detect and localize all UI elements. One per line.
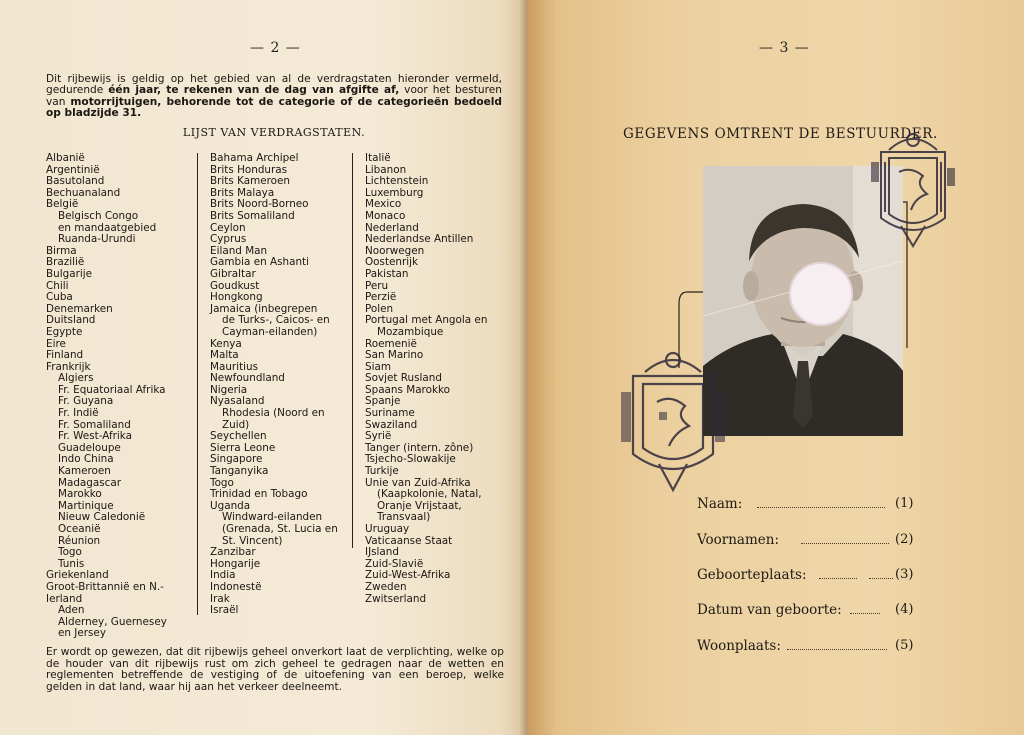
country-item: Eire: [46, 337, 66, 350]
country-item: Oceanië: [58, 523, 101, 535]
country-item: Zweden: [365, 580, 407, 593]
country-item: Ceylon: [210, 221, 246, 234]
intro-emphasis: motorrijtuigen, behorende tot de categorie of de categorieën bedoeld op bladzijde 31.: [46, 95, 503, 119]
country-item: Vaticaanse Staat: [365, 534, 453, 547]
country-item: Gambia en Ashanti: [210, 256, 309, 269]
country-item: Italië: [365, 152, 391, 164]
country-item: Sierra Leone: [210, 441, 276, 454]
country-item: (Grenada, St. Lucia en: [222, 523, 338, 535]
country-item: Brits Noord-Borneo: [210, 198, 309, 211]
country-item: Ruanda-Urundi: [58, 233, 136, 246]
country-item: Jamaica (inbegrepen: [210, 302, 318, 315]
dotted-line: [819, 577, 857, 579]
country-item: Peru: [365, 279, 389, 292]
country-item: Windward-eilanden: [222, 511, 323, 524]
field-first-names: [697, 532, 889, 548]
country-item: Bechuanaland: [46, 186, 121, 199]
country-item: Indonestë: [210, 580, 262, 593]
country-item: Sovjet Rusland: [365, 372, 442, 385]
country-item: Nederlandse Antillen: [365, 233, 474, 246]
country-column-1: [46, 153, 167, 640]
country-item: Malta: [210, 349, 239, 362]
country-item: Martinique: [58, 499, 114, 512]
country-item: Tunis: [58, 557, 85, 570]
country-item: Zuid-West-Afrika: [365, 569, 451, 582]
dotted-line: [757, 506, 885, 508]
country-item: Mexico: [365, 198, 402, 211]
country-item: Irak: [210, 592, 230, 605]
page-number-right: — 3 —: [759, 40, 810, 56]
country-item: Oostenrijk: [365, 256, 419, 269]
country-item: Réunion: [58, 534, 101, 547]
field-birthplace: [697, 567, 893, 583]
country-item: Perzië: [365, 291, 397, 304]
intro-emphasis: één jaar, te rekenen van de dag van afgifte af,: [108, 84, 400, 97]
country-item: Unie van Zuid-Afrika: [365, 476, 471, 489]
country-item: Turkije: [365, 465, 399, 478]
country-item: Zuid-Slavië: [365, 557, 424, 570]
field-number: (1): [895, 496, 914, 511]
country-item: Fr. West-Afrika: [58, 430, 132, 443]
intro-text-part: voor het besturen van: [46, 84, 502, 108]
country-item: Singapore: [210, 453, 263, 466]
country-item: Zuid): [222, 418, 250, 431]
field-number: (2): [895, 532, 914, 547]
country-item: Duitsland: [46, 314, 96, 327]
country-item: Brazilië: [46, 256, 85, 269]
country-item: Albanië: [46, 152, 85, 164]
intro-text: [46, 74, 502, 119]
field-number: (3): [895, 567, 914, 582]
dotted-line: [787, 648, 887, 650]
country-item: Finland: [46, 349, 84, 362]
country-item: Cayman-eilanden): [222, 325, 318, 338]
country-item: Mozambique: [377, 325, 444, 338]
country-item: Tanger (intern. zône): [365, 441, 474, 454]
country-item: Fr. Guyana: [58, 395, 114, 408]
intro-text-part: Dit rijbewijs is geldig op het gebied van al de verdragstaten hieronder vermeld, gedurende: [46, 73, 502, 97]
country-item: Birma: [46, 244, 77, 257]
country-item: Oranje Vrijstaat,: [377, 499, 462, 512]
country-item: Bahama Archipel: [210, 152, 299, 164]
country-item: Nederland: [365, 221, 419, 234]
country-item: Griekenland: [46, 569, 109, 582]
country-item: (Kaapkolonie, Natal,: [377, 488, 482, 501]
country-item: Uganda: [210, 499, 251, 512]
country-item: Kenya: [210, 337, 242, 350]
country-item: Zanzibar: [210, 546, 256, 559]
field-number: (5): [895, 638, 914, 653]
country-item: Suriname: [365, 407, 415, 420]
country-item: Nigeria: [210, 383, 248, 396]
country-item: Argentinië: [46, 163, 100, 176]
country-item: Hongkong: [210, 291, 263, 304]
column-divider: [352, 153, 353, 548]
country-item: Algiers: [58, 372, 94, 385]
country-item: Pakistan: [365, 267, 409, 280]
column-divider: [197, 153, 198, 615]
country-item: Fr. Indië: [58, 407, 99, 420]
country-item: en Jersey: [58, 627, 106, 640]
country-item: Nyasaland: [210, 395, 265, 408]
official-stamp-icon: [619, 342, 727, 494]
country-item: Portugal met Angola en: [365, 314, 488, 327]
country-item: IJsland: [365, 546, 399, 559]
country-item: Belgisch Congo: [58, 209, 139, 222]
country-item: België: [46, 198, 79, 211]
country-item: Noorwegen: [365, 244, 425, 257]
country-item: Newfoundland: [210, 372, 285, 385]
country-item: Cuba: [46, 291, 73, 304]
country-item: Syrië: [365, 430, 392, 443]
driver-data-heading: GEGEVENS OMTRENT DE BESTUURDER.: [623, 126, 938, 142]
country-item: Polen: [365, 302, 394, 315]
country-item: St. Vincent): [222, 534, 283, 547]
page-number-left: — 2 —: [250, 40, 301, 56]
country-item: Chili: [46, 279, 69, 292]
country-item: Tsjecho-Slowakije: [365, 453, 456, 466]
country-item: Tanganyika: [210, 465, 269, 478]
country-item: Kameroen: [58, 465, 111, 478]
field-residence: [697, 638, 887, 654]
field-date-of-birth: [697, 602, 880, 618]
country-item: Alderney, Guernesey: [58, 615, 167, 628]
country-item: Madagascar: [58, 476, 122, 489]
country-item: Spaans Marokko: [365, 383, 450, 396]
country-item: Rhodesia (Noord en: [222, 407, 325, 420]
country-item: de Turks-, Caicos- en: [222, 314, 330, 327]
country-item: Fr. Somaliland: [58, 418, 131, 431]
country-item: Brits Somaliland: [210, 209, 295, 222]
country-item: Marokko: [58, 488, 102, 501]
country-item: Zwitserland: [365, 592, 427, 605]
country-item: Frankrijk: [46, 360, 91, 373]
country-item: Groot-Brittannië en N.-: [46, 580, 164, 593]
country-item: en mandaatgebied: [58, 221, 157, 234]
country-item: Lichtenstein: [365, 175, 429, 188]
country-item: Trinidad en Tobago: [210, 488, 308, 501]
country-item: Egypte: [46, 325, 83, 338]
country-item: Togo: [210, 476, 234, 489]
field-name: [697, 496, 885, 512]
country-item: Luxemburg: [365, 186, 424, 199]
dotted-line: [850, 612, 880, 614]
country-item: Cyprus: [210, 233, 247, 246]
country-item: Gibraltar: [210, 267, 256, 280]
country-item: Togo: [58, 546, 82, 559]
country-item: Goudkust: [210, 279, 260, 292]
country-item: Nieuw Caledonië: [58, 511, 146, 524]
country-item: Brits Malaya: [210, 186, 275, 199]
country-item: Monaco: [365, 209, 406, 222]
country-item: Brits Kameroen: [210, 175, 290, 188]
dotted-line: [869, 577, 893, 579]
country-item: Uruguay: [365, 523, 410, 535]
country-item: Ierland: [46, 592, 83, 605]
country-item: Eiland Man: [210, 244, 268, 257]
footer-text: Er wordt op gewezen, dat dit rijbewijs geheel onverkort laat de verplichting, welke op de houder van dit rijbewijs rust om zich geheel te gedragen naar de wetten en reglementen betreffende de vestiging of de uitoefening van een beroep, welke gelden in dat land, waar hij aan het verkeer deelneemt.: [46, 646, 504, 693]
country-item: Siam: [365, 360, 391, 373]
dotted-line: [801, 542, 889, 544]
country-item: Roemenië: [365, 337, 417, 350]
country-item: Brits Honduras: [210, 163, 288, 176]
country-item: Aden: [58, 604, 85, 617]
country-item: Spanje: [365, 395, 401, 408]
country-item: Seychellen: [210, 430, 267, 443]
country-column-2: [210, 153, 338, 617]
country-item: Libanon: [365, 163, 407, 176]
country-item: Basutoland: [46, 175, 105, 188]
field-label: Woonplaats:: [697, 638, 781, 654]
country-item: India: [210, 569, 236, 582]
field-label: Naam:: [697, 496, 743, 512]
list-heading: LIJST VAN VERDRAGSTATEN.: [182, 126, 366, 139]
country-item: Israël: [210, 604, 239, 617]
right-page: [527, 0, 1024, 735]
country-item: Transvaal): [377, 511, 431, 524]
country-item: Bulgarije: [46, 267, 93, 280]
country-item: Denemarken: [46, 302, 113, 315]
field-label: Geboorteplaats:: [697, 567, 807, 583]
official-stamp-icon: [871, 122, 955, 254]
country-item: Guadeloupe: [58, 441, 121, 454]
field-number: (4): [895, 602, 914, 617]
country-column-3: [365, 153, 487, 605]
country-item: Mauritius: [210, 360, 259, 373]
country-item: Fr. Equatoriaal Afrika: [58, 383, 166, 396]
field-label: Voornamen:: [697, 532, 779, 548]
field-label: Datum van geboorte:: [697, 602, 842, 618]
country-item: Swaziland: [365, 418, 418, 431]
country-item: Indo China: [58, 453, 114, 466]
country-item: Hongarije: [210, 557, 261, 570]
country-item: San Marino: [365, 349, 424, 362]
